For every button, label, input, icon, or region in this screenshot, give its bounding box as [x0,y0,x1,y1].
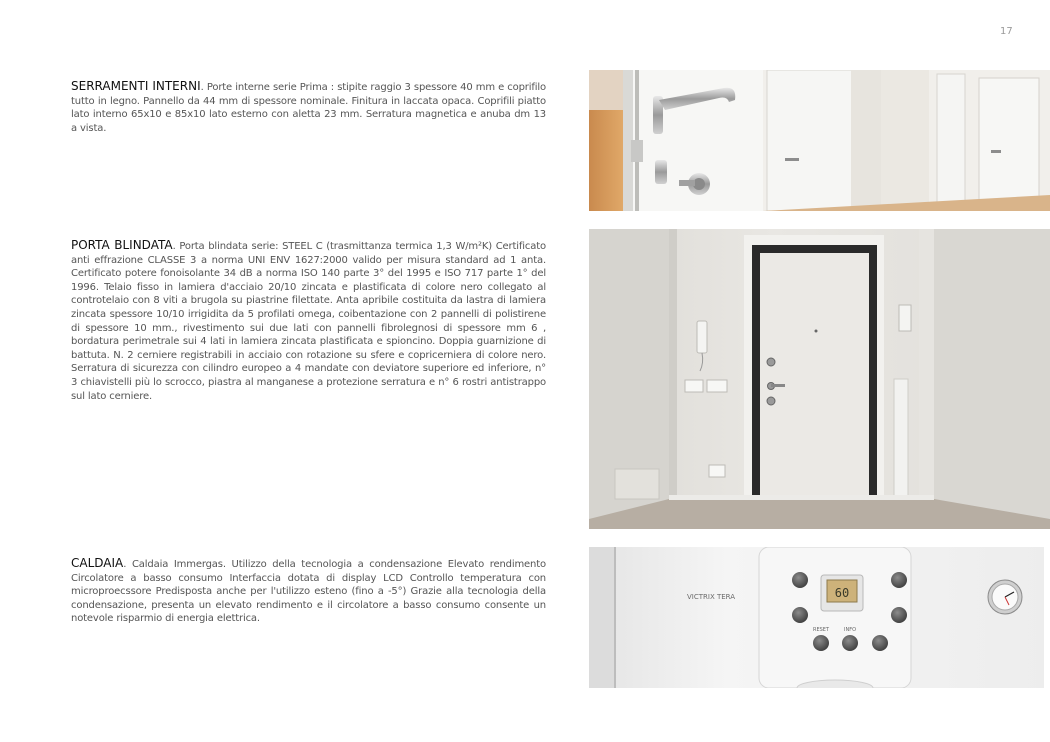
reset-label: RESET [812,627,830,633]
section-body: . Porta blindata serie: STEEL C (trasmittanza termica 1,3 W/m²K) Certificato anti effrazione CLASSE 3 a norma UNI ENV 1627:2000 valido per misura standard ad 1 anta. Certificato potere fonoisolante 34 dB a norma ISO 140 parte 3° del 1995 e ISO 717 parte 1° del 1996. Telaio fisso in lamiera d'acciaio 20/10 zincata e plastificata di colore nero collegato al controtelaio con 8 viti a brugola su piastrine filettate. Anta apribile costituita da lastra di lamiera zincata spessore 10/10 irrigidita da 5 profilati omega, coibentazione con 2 pannelli di polistirene di spessore 10 mm., rivestimento sui due lati con pannelli fibrolegnosi di spessore mm 6 , bordatura perimetrale sui 4 lati in lamiera zincata plastificata e spioncino. Doppia guarnizione di battuta. N. 2 cerniere registrabili in acciaio con rotazione su sfere e copricerniera di colore nero. Serratura di sicurezza con cilindro europeo a 4 mandate con deviatore superiore ed inferiore, n° 3 chiavistelli più lo scrocco, piastra al manganese a protezione serratura e n° 6 rostri antistrappo sul lato cerniere. [71,241,546,402]
section-title: PORTA BLINDATA [71,238,173,252]
interior-doors-photo [589,70,1050,211]
section-porta-blindata [71,239,546,403]
armored-door-illustration [589,229,1050,529]
section-title: SERRAMENTI INTERNI [71,79,201,93]
section-caldaia [71,557,546,626]
info-label: INFO [843,627,857,633]
interior-doors-illustration [589,70,1050,211]
section-body: . Porte interne serie Prima : stipite raggio 3 spessore 40 mm e coprifilo tutto in legno. Pannello da 44 mm di spessore nominale. Finitura in laccata opaca. Coprifili piatto lato interno 65x10 e 85x10 lato esterno con aletta 23 mm. Serratura magnetica e anuba dm 13 a vista. [71,82,546,134]
boiler-illustration [589,547,1047,688]
boiler-photo [589,547,1047,688]
section-body: . Caldaia Immergas. Utilizzo della tecnologia a condensazione Elevato rendimento Circolatore a basso consumo Interfaccia dotata di display LCD Controllo temperatura con microproecssore Predisposta anche per l'utilizzo esteno (fino a -5°) Grazie alla tecnologia della condensazione, presenta un elevato rendimento e il circolatore a basso consumo consente un notevole risparmio di energia elettrica. [71,559,546,625]
section-serramenti-interni [71,80,546,135]
boiler-brand-label: VICTRIX TERA [687,593,736,601]
page-number: 17 [1000,26,1013,37]
boiler-display-value: 60 [834,586,850,600]
armored-door-photo [589,229,1050,529]
section-title: CALDAIA [71,556,124,570]
